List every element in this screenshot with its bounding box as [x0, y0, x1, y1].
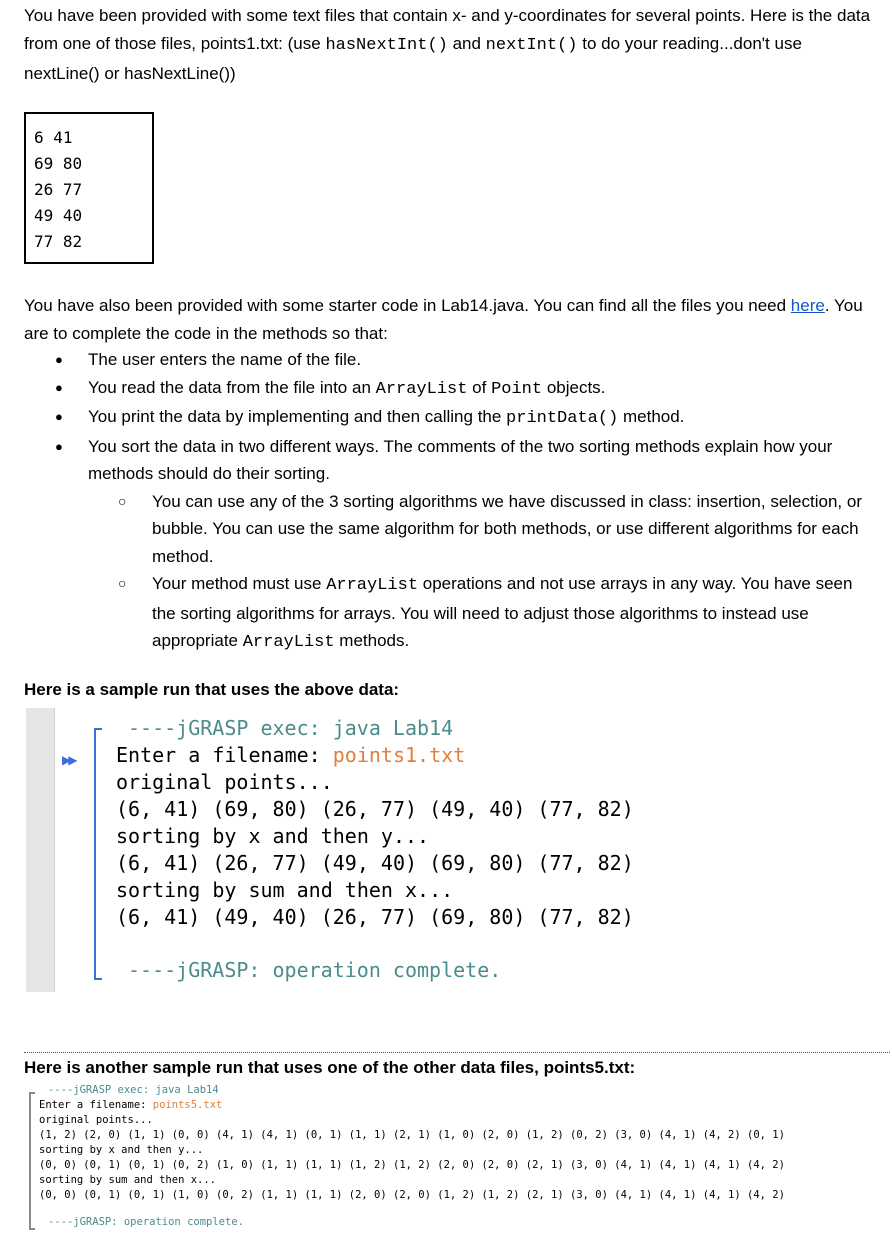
prompt-text: Enter a filename:: [39, 1099, 153, 1111]
prompt-line: [39, 1099, 222, 1111]
sub-bullet-text: You can use any of the 3 sorting algorithms we have discussed in class: insertion, selection, or bubble. You can use the same algorithm for both methods, or use different algorithms for each method.: [152, 491, 862, 566]
prompt-line: [116, 743, 465, 767]
data-file-box: [24, 112, 154, 264]
here-link[interactable]: here: [790, 296, 825, 315]
list-item: [24, 374, 864, 404]
prompt-text: Enter a filename:: [116, 743, 333, 767]
complete-line: ----jGRASP: operation complete.: [48, 1216, 244, 1228]
jgrasp-output-panel-2: [26, 1082, 886, 1230]
bullet-text: method.: [618, 407, 685, 426]
sub-bullet-text: Your method must use: [152, 574, 327, 593]
exec-line: ----jGRASP exec: java Lab14: [48, 1084, 219, 1096]
output-line: (6, 41) (49, 40) (26, 77) (69, 80) (77, 82): [116, 905, 634, 929]
data-row: 6 41: [34, 128, 73, 147]
sub-bullet-text: methods.: [334, 631, 410, 650]
run-arrow-icon: ▶▶: [62, 753, 75, 767]
list-item: [24, 346, 864, 374]
output-bracket: [29, 1092, 35, 1230]
gutter: [26, 708, 55, 992]
intro-text: to do your reading...don't use nextLine() or hasNextLine()): [24, 34, 802, 83]
output-line: (6, 41) (26, 77) (49, 40) (69, 80) (77, 82): [116, 851, 634, 875]
data-row: 77 82: [34, 232, 83, 251]
list-item: [24, 433, 864, 657]
exec-line: ----jGRASP exec: java Lab14: [128, 716, 454, 740]
output-line: sorting by sum and then x...: [39, 1174, 217, 1186]
code-arraylist: ArrayList: [242, 633, 335, 652]
code-hasnextint: hasNextInt(): [325, 36, 448, 55]
input-text: points5.txt: [152, 1099, 223, 1111]
output-line: (0, 0) (0, 1) (0, 1) (1, 0) (0, 2) (1, 1) (1, 1) (2, 0) (2, 0) (1, 2) (1, 2) (2, 1) (3, 0) (4, 1) (4, 1) (4, 1) (4, 2): [39, 1189, 785, 1201]
sample-run-heading: Here is a sample run that uses the above data:: [24, 680, 400, 699]
output-line: original points...: [39, 1114, 153, 1126]
intro-text: and: [447, 34, 486, 53]
code-nextint: nextInt(): [485, 36, 578, 55]
bullet-text: objects.: [542, 377, 606, 397]
code-arraylist: ArrayList: [375, 379, 468, 399]
complete-line: ----jGRASP: operation complete.: [128, 958, 502, 982]
bullet-text: You print the data by implementing and then calling the: [88, 407, 507, 426]
sub-list: [88, 488, 864, 657]
data-row: 26 77: [34, 180, 83, 199]
sub-list-item: [88, 570, 864, 657]
output-line: (0, 0) (0, 1) (0, 1) (0, 2) (1, 0) (1, 1) (1, 1) (1, 2) (1, 2) (2, 0) (2, 0) (2, 1) (3, 0) (4, 1) (4, 1) (4, 1) (4, 2): [39, 1159, 785, 1171]
output-line: (6, 41) (69, 80) (26, 77) (49, 40) (77, 82): [116, 797, 634, 821]
starter-paragraph: [24, 292, 874, 348]
requirements-list: [24, 346, 864, 657]
bullet-text: You read the data from the file into an: [88, 377, 376, 397]
jgrasp-output-panel: [26, 708, 716, 992]
bullet-text: You sort the data in two different ways. The comments of the two sorting methods explain how your methods should do their sorting.: [88, 436, 833, 483]
code-point: Point: [491, 379, 543, 399]
code-printdata: printData(): [506, 409, 619, 428]
output-line: sorting by sum and then x...: [116, 878, 454, 902]
sub-bullet-text: operations and not use arrays in any way. You have seen the sorting algorithms for arrays. You will need to adjust those algorithms to instead use appropriate: [152, 574, 853, 650]
intro-paragraph: [24, 2, 874, 88]
data-row: 69 80: [34, 154, 83, 173]
output-line: (1, 2) (2, 0) (1, 1) (0, 0) (4, 1) (4, 1) (0, 1) (1, 1) (2, 1) (1, 0) (2, 0) (1, 2) (0, 2) (3, 0) (4, 1) (4, 2) (0, 1): [39, 1129, 785, 1141]
divider: [24, 1052, 890, 1053]
input-text: points1.txt: [332, 743, 466, 767]
output-bracket: [94, 728, 102, 980]
bullet-text: The user enters the name of the file.: [88, 350, 362, 369]
starter-text: . You are to complete the code in the methods so that:: [24, 296, 863, 343]
bullet-text: of: [467, 377, 492, 397]
sample-run-heading-2: Here is another sample run that uses one of the other data files, points5.txt:: [24, 1058, 636, 1077]
data-row: 49 40: [34, 206, 83, 225]
intro-text: You have been provided with some text files that contain x- and y-coordinates for several points. Here is the data from one of those files, points1.txt: (use: [24, 6, 871, 53]
output-line: sorting by x and then y...: [39, 1144, 204, 1156]
output-line: sorting by x and then y...: [116, 824, 430, 848]
code-arraylist: ArrayList: [326, 576, 419, 595]
starter-text: You have also been provided with some starter code in Lab14.java. You can find all the files you need: [24, 296, 791, 315]
sub-list-item: [88, 488, 864, 571]
output-line: original points...: [116, 770, 333, 794]
list-item: [24, 403, 864, 433]
